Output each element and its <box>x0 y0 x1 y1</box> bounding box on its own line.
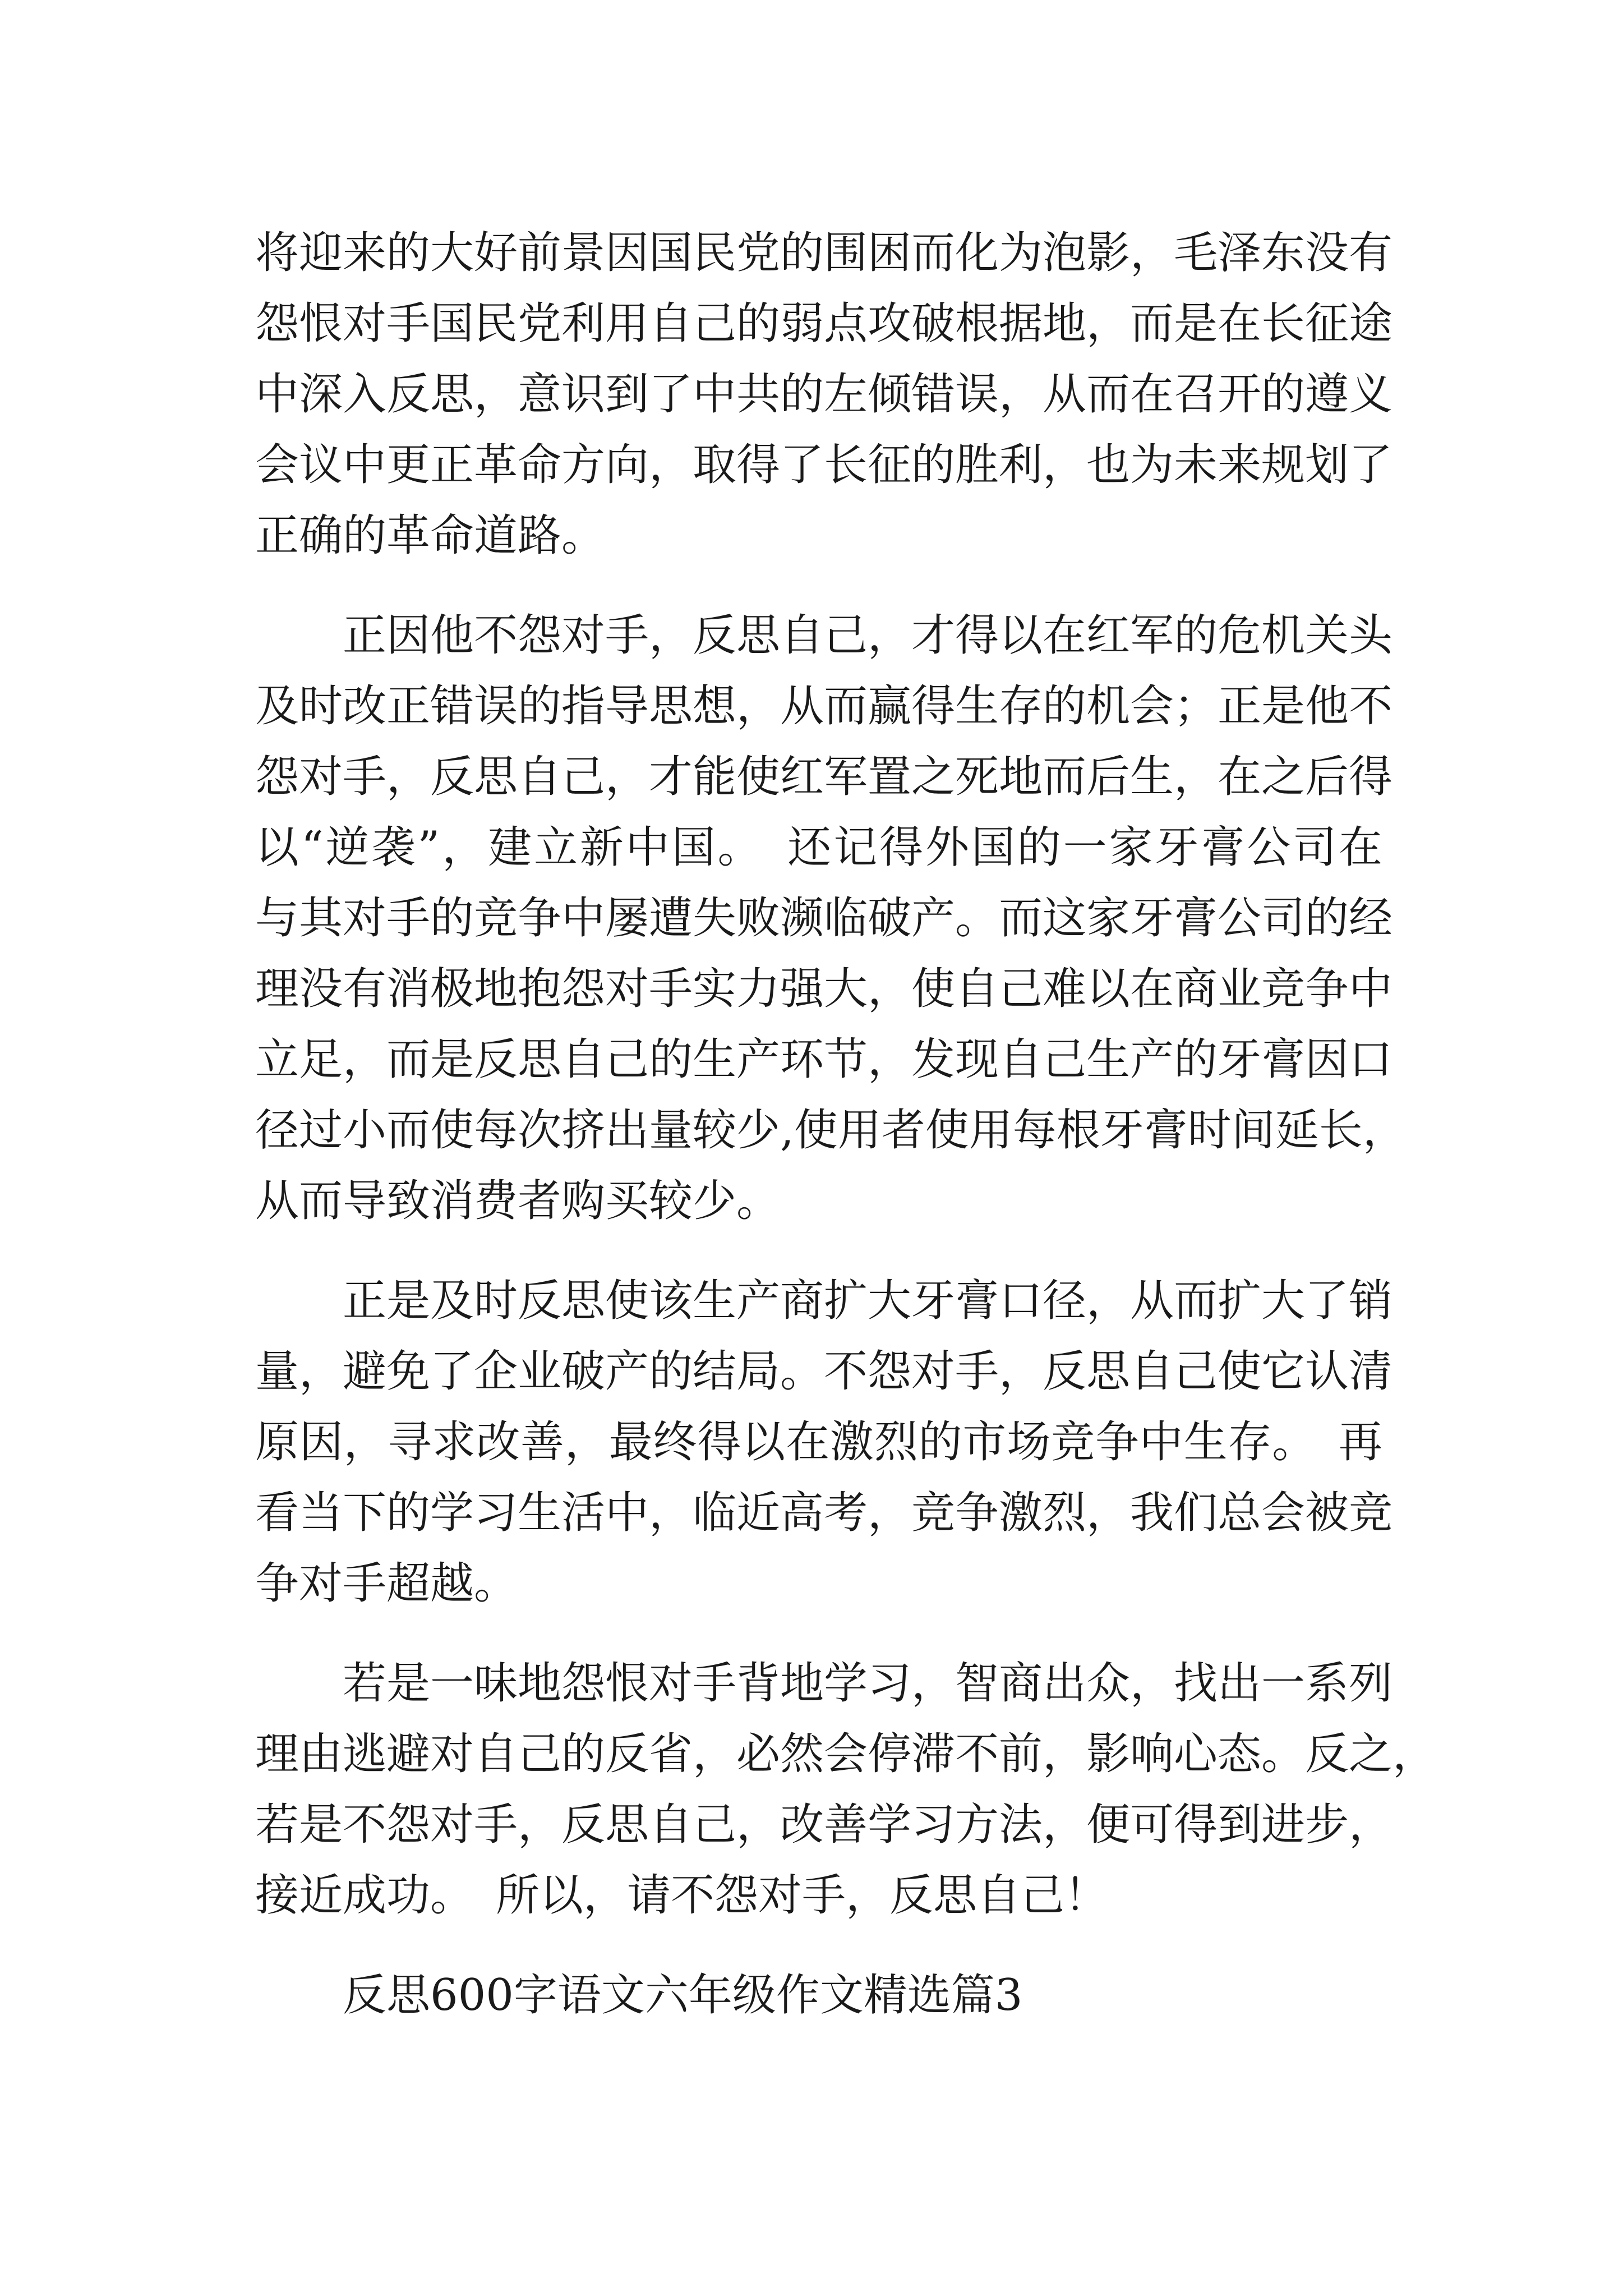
text-line: 径过小而使每次挤出量较少,使用者使用每根牙膏时间延长， <box>255 1105 1407 1156</box>
paragraph <box>255 218 1393 571</box>
text-line: 看当下的学习生活中，临近高考，竞争激烈，我们总会被竞 <box>255 1488 1393 1538</box>
text-line: 理由逃避对自己的反省，必然会停滞不前，影响心态。反之， <box>255 1729 1437 1779</box>
paragraph <box>255 1266 1393 1619</box>
text-line: 中深入反思，意识到了中共的左倾错误，从而在召开的遵义 <box>255 369 1393 420</box>
essay-body <box>255 218 1437 2031</box>
text-line: 正因他不怨对手，反思自己，才得以在红军的危机关头 <box>343 610 1393 661</box>
text-line: 与其对手的竞争中屡遭失败濒临破产。而这家牙膏公司的经 <box>255 893 1393 944</box>
text-line: 从而导致消费者购买较少。 <box>255 1176 781 1226</box>
text-line: 怨对手，反思自己，才能使红军置之死地而后生，在之后得 <box>255 752 1393 802</box>
text-line: 接近成功。 所以，请不怨对手，反思自己！ <box>255 1870 1109 1921</box>
text-line: 立足，而是反思自己的生产环节，发现自己生产的牙膏因口 <box>255 1034 1393 1085</box>
text-line: 将迎来的大好前景因国民党的围困而化为泡影，毛泽东没有 <box>255 228 1393 278</box>
text-line: 正是及时反思使该生产商扩大牙膏口径，从而扩大了销 <box>343 1276 1393 1326</box>
text-line: 争对手超越。 <box>255 1558 518 1609</box>
text-line: 正确的革命道路。 <box>255 510 606 561</box>
text-line: 若是不怨对手，反思自己，改善学习方法，便可得到进步， <box>255 1800 1393 1850</box>
section-heading: 反思600字语文六年级作文精选篇3 <box>343 1970 1023 2021</box>
text-line: 量，避免了企业破产的结局。不怨对手，反思自己使它认清 <box>255 1346 1393 1397</box>
text-line: 以“逆袭”，建立新中国。 还记得外国的一家牙膏公司在 <box>255 822 1382 873</box>
text-line: 原因，寻求改善，最终得以在激烈的市场竞争中生存。 再 <box>255 1417 1382 1467</box>
text-line: 若是一味地怨恨对手背地学习，智商出众，找出一系列 <box>343 1658 1393 1709</box>
paragraph <box>255 1648 1437 1931</box>
paragraph <box>255 600 1407 1236</box>
text-line: 会议中更正革命方向，取得了长征的胜利，也为未来规划了 <box>255 440 1393 490</box>
text-line: 理没有消极地抱怨对手实力强大，使自己难以在商业竞争中 <box>255 964 1393 1014</box>
text-line: 怨恨对手国民党利用自己的弱点攻破根据地，而是在长征途 <box>255 298 1393 349</box>
text-line: 及时改正错误的指导思想，从而赢得生存的机会；正是他不 <box>255 681 1393 731</box>
